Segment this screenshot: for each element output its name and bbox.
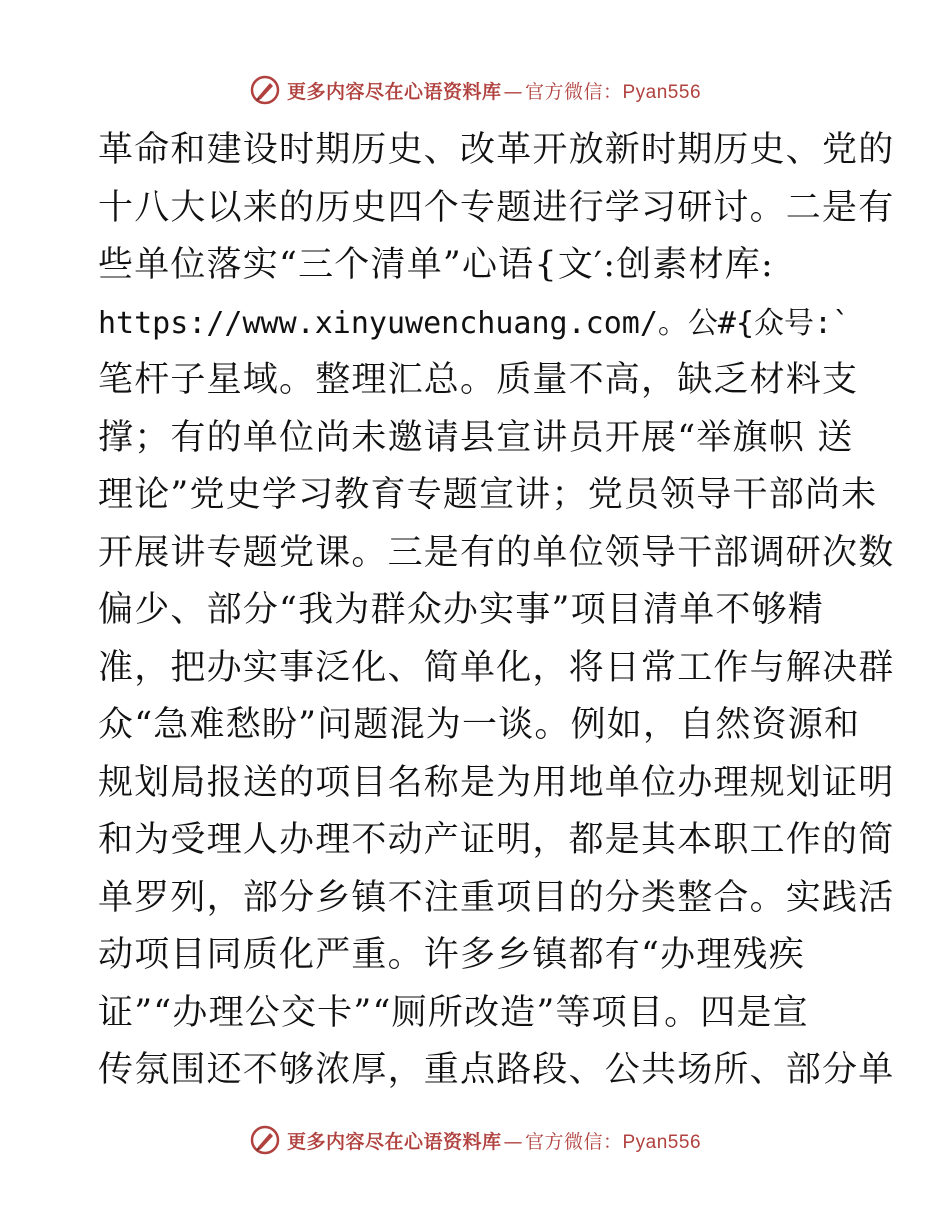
- text-line: 革命和建设时期历史、改革开放新时期历史、党的: [98, 130, 895, 170]
- watermark-site: 更多内容尽在心语资料库: [286, 80, 502, 103]
- header-watermark: [0, 70, 950, 110]
- watermark-site: 更多内容尽在心语资料库: [286, 1130, 502, 1153]
- text-line: 偏少、部分“我为群众办实事”项目清单不够精: [98, 590, 824, 630]
- text-line-url: https://www.xinyuwenchuang.com/。公#{众号:`: [98, 305, 851, 341]
- pen-logo-icon: [249, 74, 281, 106]
- text-line: 动项目同质化严重。许多乡镇都有“办理残疾: [98, 935, 805, 975]
- watermark-wechat-id: Pyan556: [622, 1131, 702, 1153]
- watermark-text: [287, 77, 701, 104]
- text-line: 撑；有的单位尚未邀请县宣讲员开展“举旗帜 送: [98, 417, 854, 458]
- text-line: 理论”党史学习教育专题宣讲；党员领导干部尚未: [98, 475, 878, 515]
- text-line: 和为受理人办理不动产证明，都是其本职工作的简: [98, 820, 895, 860]
- text-line: 单罗列，部分乡镇不注重项目的分类整合。实践活: [98, 877, 895, 918]
- text-line: 众“急难愁盼”问题混为一谈。例如，自然资源和: [98, 705, 861, 745]
- text-line: 十八大以来的历史四个专题进行学习研讨。二是有: [98, 187, 895, 228]
- watermark-text: [287, 1127, 701, 1154]
- text-line: 准，把办实事泛化、简单化，将日常工作与解决群: [98, 647, 895, 688]
- watermark-wechat-label: 官方微信：: [524, 1130, 623, 1153]
- text-line: 传氛围还不够浓厚，重点路段、公共场所、部分单: [98, 1050, 895, 1090]
- text-line: 证”“办理公交卡”“厕所改造”等项目。四是宣: [98, 992, 809, 1033]
- text-line: 开展讲专题党课。三是有的单位领导干部调研次数: [98, 532, 895, 573]
- text-line: 笔杆子星域。整理汇总。质量不高，缺乏材料支: [98, 360, 859, 400]
- watermark-separator: —: [503, 80, 523, 103]
- pen-logo-icon: [249, 1124, 281, 1156]
- watermark-wechat-label: 官方微信：: [524, 80, 623, 103]
- footer-watermark: [0, 1120, 950, 1160]
- text-line: 规划局报送的项目名称是为用地单位办理规划证明: [98, 762, 895, 803]
- watermark-separator: —: [503, 1130, 523, 1153]
- document-body: [98, 122, 895, 1100]
- watermark-wechat-id: Pyan556: [622, 81, 702, 103]
- text-line: 些单位落实“三个清单”心语{文′:创素材库:: [98, 245, 774, 285]
